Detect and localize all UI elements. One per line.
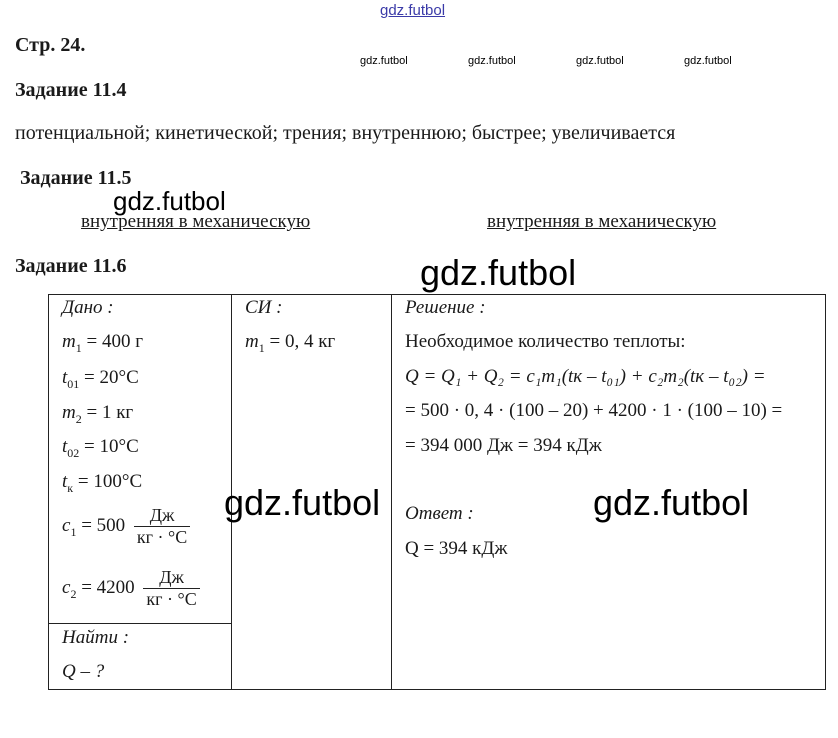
task-11-4-answer: потенциальной; кинетической; трения; внутреннюю; быстрее; увеличивается [15,122,676,144]
solution-line-1: Необходимое количество теплоты: [405,331,686,352]
solution-line-4: = 394 000 Дж = 394 кДж [405,435,602,456]
find-header: Найти : [62,627,130,648]
task-11-5-title: Задание 11.5 [20,167,132,189]
given-t02: $t_{02} = 10^\circ C$ [62,436,139,460]
watermark-large-3: gdz.futbol [593,482,750,523]
watermark-small-2: gdz.futbol [468,55,516,67]
task-11-5-answer-left: внутренняя в механическую [81,211,311,232]
si-header: СИ : [245,297,283,318]
solution-line-3: = 500 · 0, 4 · (100 – 20) + 4200 · 1 · (100 – 10) = [405,400,783,421]
answer-value: Q = 394 кДж [405,538,508,559]
watermark-large-1: gdz.futbol [420,252,577,293]
watermark-mid: gdz.futbol [113,186,226,216]
page-label: Стр. 24. [15,34,86,56]
given-tk: $t_к = 100^\circ C$ [62,471,143,495]
solution-header: Решение : [405,297,486,318]
given-m2: $m_2 = 1$ кг [62,402,134,426]
watermark-small-1: gdz.futbol [360,55,408,67]
task-11-5-answer-right: внутренняя в механическую [487,211,717,232]
find-value: Q – ? [62,661,105,682]
si-m1: $m_1 = 0$, 4 кг [245,331,336,355]
given-c1-unit: $\frac{Дж}{кг \cdot ^\circ C}$ [134,505,190,548]
solution-line-2: Q = Q₁ + Q₂ = c₁m₁(tк – t₀₁) + c₂m₂(tк – t₀₂) = [405,366,766,387]
watermark-small-3: gdz.futbol [576,55,624,67]
task-11-4-title: Задание 11.4 [15,79,127,101]
watermark-top-link[interactable]: gdz.futbol [380,2,446,19]
watermark-large-2: gdz.futbol [224,482,381,523]
answer-header: Ответ : [405,503,474,524]
given-m1: $m_1 = 400$ г [62,331,143,355]
task-11-6-title: Задание 11.6 [15,255,127,277]
watermark-small-4: gdz.futbol [684,55,732,67]
given-c2: $c_2 = 4200$ $\frac{Дж}{кг \cdot ^\circ C}$ [62,567,200,610]
given-t01: $t_{01} = 20^\circ C$ [62,367,139,391]
given-c1: $c_1 = 500$ $\frac{Дж}{кг \cdot ^\circ C}$ [62,505,190,548]
given-header: Дано : [62,297,114,318]
given-c2-unit: $\frac{Дж}{кг \cdot ^\circ C}$ [143,567,199,610]
